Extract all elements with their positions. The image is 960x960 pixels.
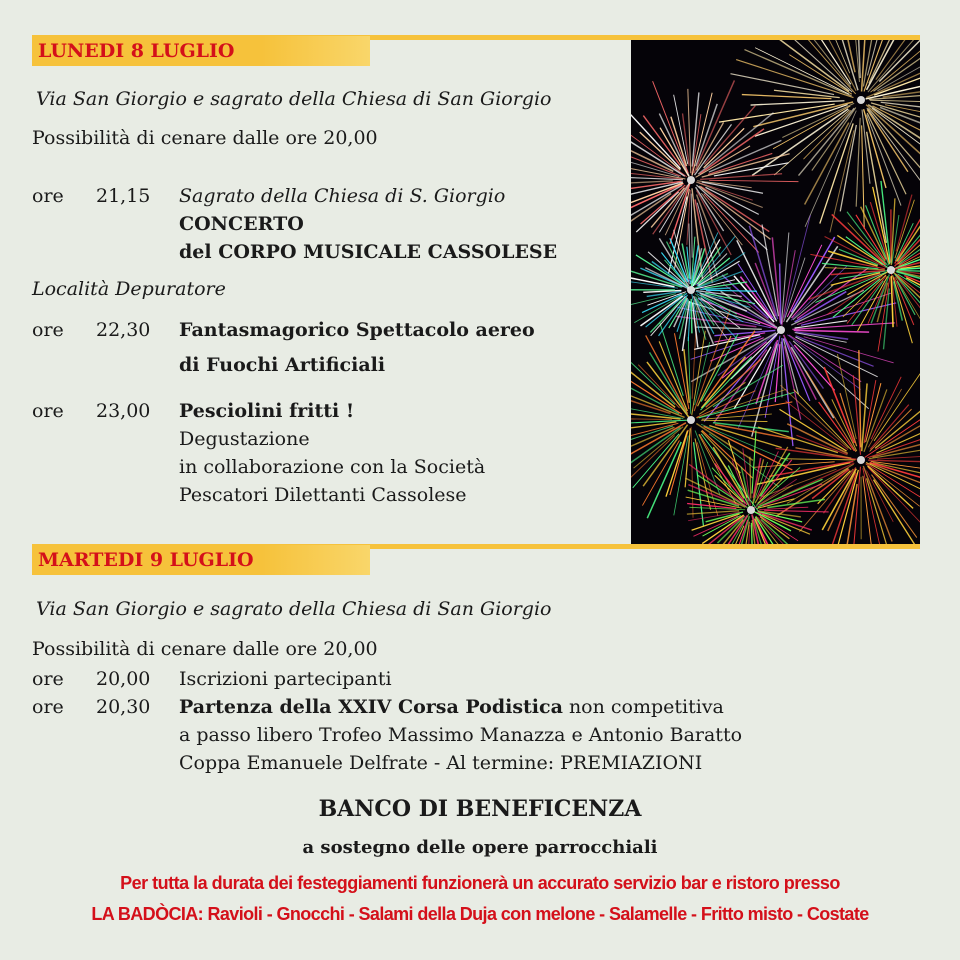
day1-ev2-time: 22,30 <box>96 319 151 341</box>
firework-spark <box>789 55 852 95</box>
footer-line1: Per tutta la durata dei festeggiamenti funzionerà un accurato servizio bar e ristoro presso <box>120 873 840 893</box>
day2-ev2-time: 20,30 <box>96 696 151 718</box>
firework-spark <box>650 352 688 413</box>
firework-spark <box>646 335 688 413</box>
day2-ev2-line2: a passo libero Trofeo Massimo Manazza e Antonio Baratto <box>179 724 743 746</box>
day1-ev3-line4: Pescatori Dilettanti Cassolese <box>179 484 467 506</box>
footer-line2: LA BADÒCIA: Ravioli - Gnocchi - Salami della Duja con melone - Salamelle - Fritto misto - Costate <box>91 904 869 924</box>
firework-spark <box>744 50 851 96</box>
day2-ev2-line1-rest: non competitiva <box>562 696 724 718</box>
charity-subtitle: a sostegno delle opere parrocchiali <box>302 837 658 858</box>
firework-spark <box>692 92 699 166</box>
firework-spark <box>709 180 798 181</box>
firework-spark <box>764 510 828 512</box>
firework-spark <box>689 507 745 509</box>
day2-ev2-line3: Coppa Emanuele Delfrate - Al termine: PREMIAZIONI <box>179 752 703 774</box>
firework-spark <box>719 104 835 122</box>
firework-spark <box>785 401 847 450</box>
firework-spark <box>859 350 861 447</box>
day1-ev2-ore: ore <box>32 319 64 341</box>
firework-spark <box>694 80 735 173</box>
firework-core <box>747 506 755 514</box>
firework-spark <box>781 459 855 460</box>
day1-ev3-time: 23,00 <box>96 400 151 422</box>
day1-ev3-line3: in collaborazione con la Società <box>179 456 486 478</box>
firework-core <box>777 326 785 334</box>
day1-location: Via San Giorgio e sagrato della Chiesa di San Giorgio <box>36 88 552 110</box>
day1-locality: Località Depuratore <box>32 278 226 300</box>
firework-spark <box>881 102 920 110</box>
firework-spark <box>691 299 692 334</box>
firework-core <box>857 96 865 104</box>
firework-spark <box>775 344 780 402</box>
day2-ev2-line1 <box>179 696 724 718</box>
firework-spark <box>647 442 681 518</box>
firework-spark <box>791 237 834 312</box>
firework-spark <box>763 484 823 506</box>
firework-spark <box>759 507 808 509</box>
firework-spark <box>631 367 675 407</box>
firework-spark <box>691 194 692 258</box>
firework-spark <box>631 418 672 419</box>
firework-spark <box>849 40 859 82</box>
firework-spark <box>828 251 877 266</box>
firework-spark <box>714 330 775 335</box>
day1-ev3-line1: Pesciolini fritti ! <box>179 400 355 422</box>
firework-spark <box>697 190 732 255</box>
firework-spark <box>781 342 782 398</box>
day2-banner <box>32 545 370 575</box>
day1-ev3-ore: ore <box>32 400 64 422</box>
day1-ev2-line1: Fantasmagorico Spettacolo aereo <box>179 319 535 341</box>
day1-ev1-time: 21,15 <box>96 185 151 207</box>
firework-spark <box>702 414 772 419</box>
firework-core <box>887 266 895 274</box>
day2-ev1-time: 20,00 <box>96 668 151 690</box>
day2-ev1-ore: ore <box>32 668 64 690</box>
firework-spark <box>820 123 853 223</box>
firework-spark <box>824 367 854 443</box>
day1-ev3-line2: Degustazione <box>179 428 310 450</box>
firework-spark <box>659 295 688 336</box>
fireworks-graphic <box>631 40 920 545</box>
firework-spark <box>796 332 849 339</box>
day2-dinner: Possibilità di cenare dalle ore 20,00 <box>32 638 378 660</box>
day1-banner <box>32 36 370 66</box>
firework-spark <box>706 290 757 291</box>
day2-banner-text: MARTEDI 9 LUGLIO <box>38 549 254 571</box>
firework-spark <box>861 207 886 260</box>
firework-spark <box>701 420 767 421</box>
day2-ev2-ore: ore <box>32 696 64 718</box>
firework-core <box>687 176 695 184</box>
day1-ev1-ore: ore <box>32 185 64 207</box>
firework-spark <box>870 100 920 103</box>
day1-ev1-venue: Sagrato della Chiesa di S. Giorgio <box>179 185 506 207</box>
day2-location: Via San Giorgio e sagrato della Chiesa di San Giorgio <box>36 598 552 620</box>
firework-spark <box>750 457 751 499</box>
firework-spark <box>867 110 908 172</box>
charity-title: BANCO DI BENEFICENZA <box>318 796 642 822</box>
day1-ev2-line2: di Fuochi Artificiali <box>179 354 386 376</box>
day2-ev1-line1: Iscrizioni partecipanti <box>179 668 392 690</box>
firework-spark <box>631 167 685 179</box>
firework-spark <box>795 337 877 377</box>
day1-dinner: Possibilità di cenare dalle ore 20,00 <box>32 127 378 149</box>
firework-core <box>857 456 865 464</box>
firework-core <box>687 416 695 424</box>
firework-spark <box>856 118 860 207</box>
fireworks-image <box>631 40 920 545</box>
firework-spark <box>631 420 687 423</box>
firework-spark <box>793 341 869 409</box>
day2-ev2-line1-bold: Partenza della XXIV Corsa Podistica <box>179 696 563 718</box>
firework-spark <box>870 405 909 450</box>
day1-ev1-line2: del CORPO MUSICALE CASSOLESE <box>179 241 558 263</box>
firework-core <box>687 286 695 294</box>
day1-ev1-line1: CONCERTO <box>179 213 304 235</box>
day1-banner-text: LUNEDI 8 LUGLIO <box>38 40 235 62</box>
